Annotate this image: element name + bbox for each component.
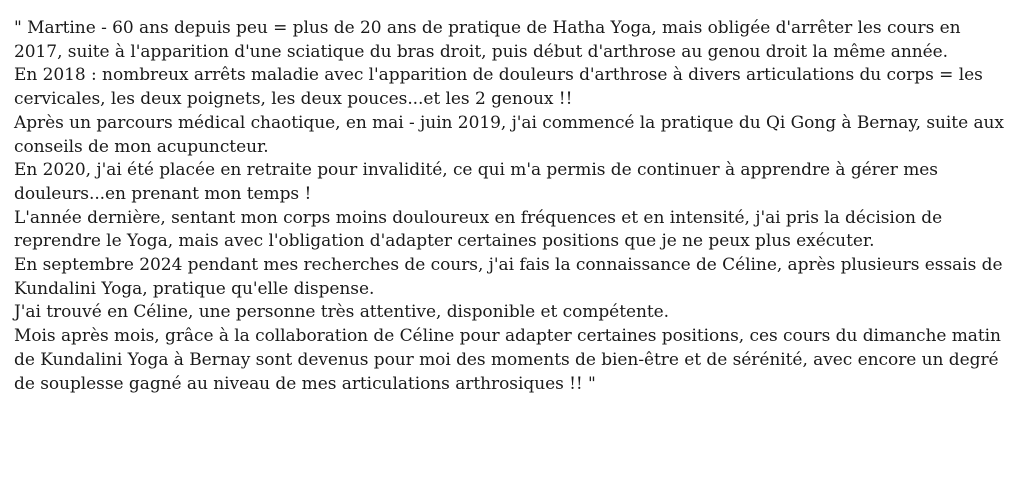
testimonial-paragraph-intro: " Martine - 60 ans depuis peu = plus de 20 ans de pratique de Hatha Yoga, mais obligée d'arrêter les cours en 2017, suite à l'apparition d'une sciatique du bras droit, puis début d'arthrose au genou droit la même année.: [14, 18, 961, 62]
testimonial-paragraph-conclusion: Mois après mois, grâce à la collaboration de Céline pour adapter certaines positions, ces cours du dimanche matin de Kundalini Yoga à Bernay sont devenus pour moi des moments de bien-être et de sérénité, avec encore un degré de souplesse gagné au niveau de mes articulations arthrosiques !! ": [14, 326, 1001, 394]
testimonial-text-block: [14, 17, 1014, 396]
testimonial-paragraph-2020: En 2020, j'ai été placée en retraite pour invalidité, ce qui m'a permis de continuer à apprendre à gérer mes douleurs...en prenant mon temps !: [14, 160, 938, 204]
testimonial-paragraph-2018: En 2018 : nombreux arrêts maladie avec l'apparition de douleurs d'arthrose à divers articulations du corps = les cervicales, les deux poignets, les deux pouces...et les 2 genoux !!: [14, 65, 983, 110]
testimonial-paragraph-2019: Après un parcours médical chaotique, en mai - juin 2019, j'ai commencé la pratique du Qi Gong à Bernay, suite aux conseils de mon acupuncteur.: [14, 112, 1004, 157]
testimonial-paragraph-celine: J'ai trouvé en Céline, une personne très attentive, disponible et compétente.: [14, 302, 670, 323]
testimonial-paragraph-last-year: L'année dernière, sentant mon corps moins douloureux en fréquences et en intensité, j'ai pris la décision de reprendre le Yoga, mais avec l'obligation d'adapter certaines positions que je ne peux plus exécuter.: [14, 207, 943, 252]
testimonial-paragraph-2024: En septembre 2024 pendant mes recherches de cours, j'ai fais la connaissance de Céline, après plusieurs essais de Kundalini Yoga, pratique qu'elle dispense.: [14, 255, 1003, 299]
